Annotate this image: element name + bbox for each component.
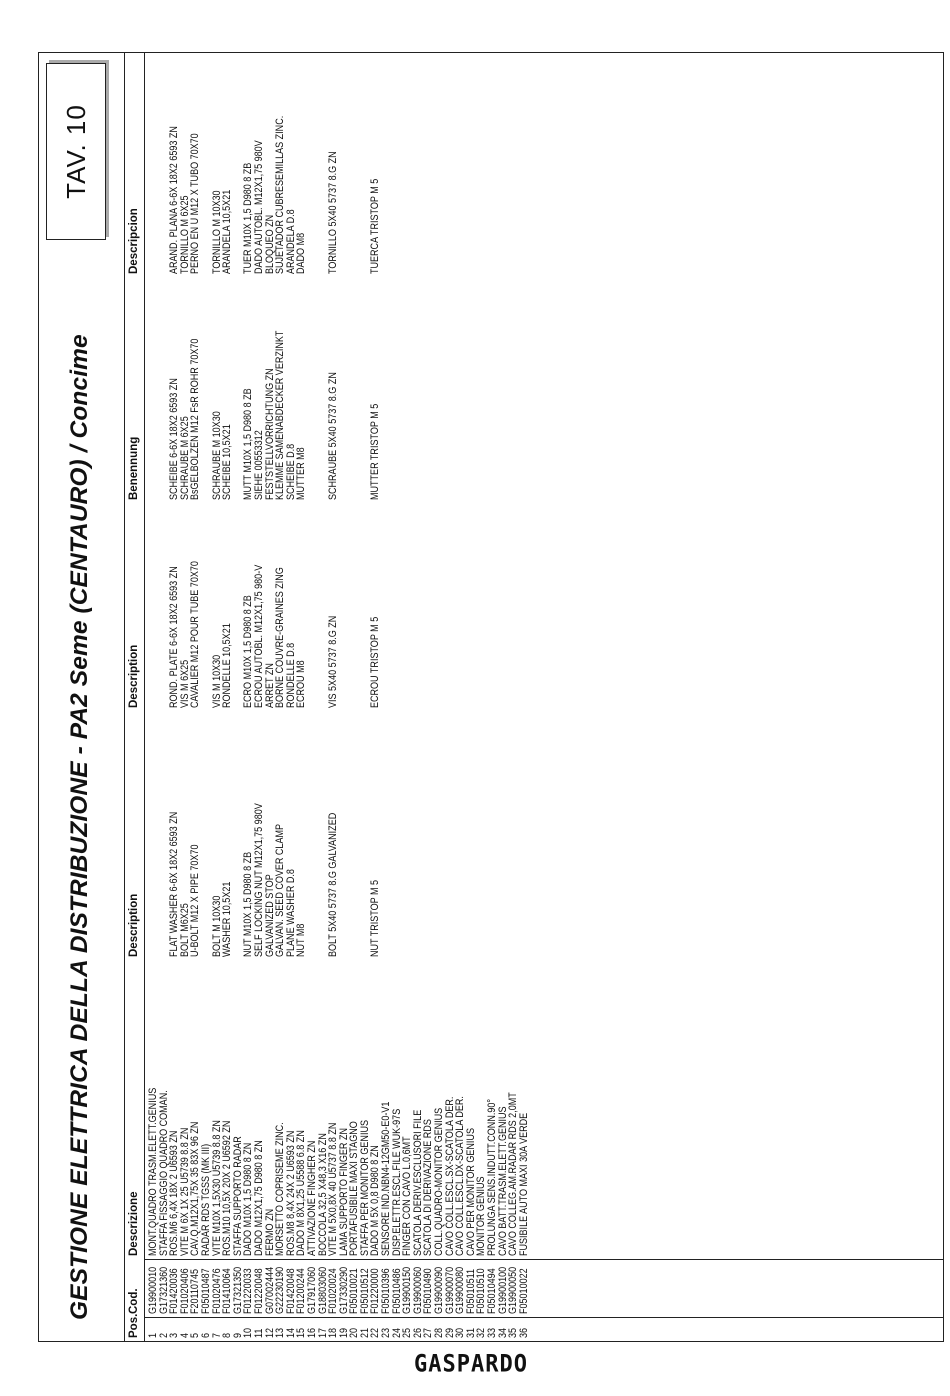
table-cell-pos: 29 [443,1327,456,1338]
table-cell-it: SENSORE IND.NBN4-12GM50-E0-V1 [380,1101,393,1256]
table-cell-cod: G19900060 [411,1266,424,1314]
table-cell-de: MUTT M10X 1,5 D980 8 ZB [242,388,255,500]
table-cell-fr [498,561,509,708]
table-cell-es [148,116,159,274]
table-cell-de [508,331,519,500]
table-cell-en [381,803,392,957]
gaspardo-logo: GASPARDO [414,1350,528,1379]
table-cell-cod: G19900090 [433,1266,446,1314]
table-cell-fr [381,561,392,708]
table-cell-cod: G17321350 [231,1266,244,1314]
table-cell-de [519,331,530,500]
table-cell-it: FUSIBILE AUTO MAXI 30A VERDE [517,1112,530,1256]
header-cod: Cod. [128,1288,140,1314]
table-cell-de: SCHRAUBE M 10X30 [210,411,223,500]
table-cell-cod: G19900010 [147,1266,159,1314]
column-divider [144,1259,944,1260]
table-cell-en: NUT M8 [295,923,308,957]
table-cell-es [466,116,477,274]
table-cell-cod: F01420048 [284,1268,297,1314]
table-cell-it: CAVO COLLEG.AM.RADAR RDS 2,0MT [507,1092,520,1256]
column-benennung [148,331,529,500]
table-cell-de [307,331,318,500]
table-cell-it: STAFFA SUPPORTO RADAR [231,1136,244,1256]
table-cell-pos: 24 [390,1327,403,1338]
table-cell-it: DADO M 8X1,25 U5588 6.8 ZN [295,1130,308,1256]
table-cell-de [498,331,509,500]
table-cell-pos: 30 [454,1327,467,1338]
table-cell-en: BOLT 5X40 5737 8.G GALVANIZED [327,812,340,957]
table-cell-fr: ECRO M10X 1,5 D980 8 ZB [242,595,255,708]
table-cell-de [201,331,212,500]
table-cell-en [423,803,434,957]
table-cell-cod: G19900100 [496,1266,509,1314]
table-cell-en [487,803,498,957]
table-cell-en: NUT M10X 1,5 D980 8 ZB [242,851,255,957]
table-cell-pos: 13 [274,1327,287,1338]
table-cell-fr [339,561,350,708]
table-cell-it: SCATOLA DERIV.ESCLUSORI FILE [411,1109,424,1256]
table-cell-en [392,803,403,957]
table-cell-de: SCHEIBE 10,5X21 [221,424,234,500]
table-cell-it: DISP.ELETTR.ESCL.FILE WUK-97S [390,1108,403,1256]
column-descripcion [148,116,529,274]
table-cell-de: MUTTER TRISTOP M 5 [369,403,382,500]
table-cell-cod: G19900050 [507,1266,520,1314]
parts-table-rotated [38,52,944,1342]
table-cell-es: BLOQUEO ZN [263,214,276,274]
table-cell-es: TORNILLO M 10X30 [210,190,223,274]
table-cell-it: DADO M12X1,75 D980 8 ZN [252,1140,265,1256]
table-cell-pos: 27 [422,1327,435,1338]
table-cell-en: SELF LOCKING NUT M12X1,75 980V [252,803,265,957]
table-cell-fr [519,561,530,708]
table-cell-fr [423,561,434,708]
table-cell-de: MUTTER M8 [295,447,308,500]
table-cell-it: ATTIVAZIONE FINGHER ZN [305,1140,318,1256]
table-cell-pos: 7 [210,1332,223,1338]
table-cell-it: VITE M10X 1,5X30 U5739 8.8 ZN [210,1120,223,1256]
table-cell-cod: F05010021 [348,1268,361,1314]
table-cell-it: MONITOR GENIUS [475,1176,488,1256]
table-cell-en [508,803,519,957]
table-cell-en [339,803,350,957]
table-cell-de [455,331,466,500]
table-cell-pos: 18 [327,1327,340,1338]
table-cell-pos: 15 [295,1327,308,1338]
table-cell-cod: F01220033 [242,1268,255,1314]
table-cell-de [381,331,392,500]
table-cell-cod: F01220048 [252,1268,265,1314]
table-cell-en [466,803,477,957]
table-cell-pos: 8 [221,1332,234,1338]
table-cell-pos: 26 [411,1327,424,1338]
table-cell-it: DADO M10X 1,5 D980 8 ZN [242,1142,255,1256]
table-cell-it: CAVO BATT.TRASM.ELETT.GENIUS [496,1106,509,1256]
table-cell-pos: 5 [189,1332,202,1338]
table-cell-en [201,803,212,957]
table-cell-it: FERMO ZN [263,1208,276,1256]
table-cell-de: BsGELBOLZEN M12 FsR ROHR 70X70 [189,338,202,500]
table-cell-pos: 34 [496,1327,509,1338]
table-cell-fr: RONDELLE 10,5X21 [221,623,234,708]
table-cell-de: SCHEIBE 6-6X 18X2 6593 ZN [168,378,181,500]
table-cell-en [148,803,159,957]
table-cell-de: SIEHE 00553312 [252,430,265,500]
table-cell-it: COLL.QUADRO-MONITOR GENIUS [433,1107,446,1256]
table-cell-fr [434,561,445,708]
table-cell-cod: F01220000 [369,1268,382,1314]
table-cell-en [307,803,318,957]
table-cell-es [455,116,466,274]
table-cell-fr [455,561,466,708]
table-cell-pos: 16 [305,1327,318,1338]
table-cell-cod: F05010490 [422,1268,435,1314]
table-cell-en: NUT TRISTOP M 5 [369,879,382,957]
table-cell-cod: F01410064 [221,1268,234,1314]
table-cell-it: DADO M 5X 0,8 D980 8 ZN [369,1145,382,1256]
header-description-en: Description [128,893,140,957]
table-cell-es [307,116,318,274]
table-cell-cod: G17321360 [157,1266,170,1314]
table-cell-cod: F05010486 [390,1268,403,1314]
table-cell-it: CAVO COLL.ESCL.SX-SCATOLA DER. [443,1096,456,1256]
table-cell-es [402,116,413,274]
table-cell-fr [445,561,456,708]
table-cell-de [392,331,403,500]
header-divider [124,52,125,1342]
table-cell-fr: RONDELLE D.8 [284,642,297,708]
table-cell-pos: 20 [348,1327,361,1338]
table-cell-es [339,116,350,274]
column-cod [148,1267,529,1314]
table-cell-en: WASHER 10,5X21 [221,881,234,957]
table-cell-de [487,331,498,500]
table-cell-cod: F05010022 [517,1268,530,1314]
table-cell-fr: ARRET ZN [263,663,276,708]
table-cell-cod: F05010511 [464,1269,477,1314]
table-cell-de: SCHRAUBE M 6X25 [178,416,191,500]
table-cell-it: VITE M 5X0,8X 40 U5737 8.8 ZN [327,1122,340,1256]
table-cell-it: PROLUNGA SENS.INDUTT.CONN.90° [486,1099,498,1256]
table-cell-cod: G19900070 [443,1266,456,1314]
table-cell-fr [392,561,403,708]
table-cell-pos: 19 [337,1327,350,1338]
table-cell-fr: ECROU M8 [295,660,308,708]
table-cell-pos: 3 [168,1332,181,1338]
header-benennung: Benennung [128,436,140,500]
table-cell-en: GALVANIZED STOP [263,874,276,957]
table-cell-fr [307,561,318,708]
table-cell-it: SCATOLA DI DERIVAZIONE RDS [422,1119,435,1256]
table-cell-es [392,116,403,274]
table-cell-pos: 33 [486,1327,498,1338]
table-cell-it: FINGER CON CAVO L.0,6MT [401,1136,414,1256]
table-cell-en [519,803,530,957]
table-cell-de [413,331,424,500]
table-cell-fr [508,561,519,708]
table-cell-it: ROS.M10 10,5X 20X 2 U6592 ZN [221,1120,234,1256]
table-cell-es [434,116,445,274]
table-cell-cod: F01020476 [210,1268,223,1314]
table-cell-pos: 25 [401,1327,414,1338]
table-cell-it: STAFFA FISSAGGIO QUADRO COMAN. [157,1090,170,1256]
column-description-en [148,803,529,957]
table-cell-es: TORNILLO 5X40 5737 8.G ZN [327,151,340,274]
table-cell-es: TUER M10X 1,5 D980 8 ZB [242,162,255,274]
table-cell-cod: F01420036 [168,1268,181,1314]
table-cell-fr [402,561,413,708]
table-cell-pos: 1 [147,1332,159,1338]
table-cell-de [445,331,456,500]
table-cell-pos: 21 [358,1327,371,1338]
table-cell-es [519,116,530,274]
table-cell-cod: F05010494 [486,1268,498,1314]
table-cell-fr: ECROU AUTOBL. M12X1,75 980-V [252,564,265,708]
table-cell-de [349,331,360,500]
table-cell-es [498,116,509,274]
table-cell-en [349,803,360,957]
table-cell-es [201,116,212,274]
table-cell-cod: F20110745 [189,1269,202,1314]
table-cell-fr [466,561,477,708]
table-cell-es [413,116,424,274]
table-cell-es: DADO AUTOBL. M12X1,75 980V [252,140,265,274]
table-cell-es: SUJETADOR CUBRESEMILLAS ZINC. [274,115,287,274]
table-cell-pos: 31 [464,1327,477,1338]
table-cell-cod: F05010510 [475,1268,488,1314]
table-cell-de [339,331,350,500]
table-cell-es [508,116,519,274]
table-cell-cod: F01020406 [178,1268,191,1314]
table-cell-pos: 35 [507,1327,520,1338]
table-cell-de [148,331,159,500]
table-cell-it: CAV.Q.M12X1,75X 35 83X 96 ZN [189,1121,202,1256]
table-cell-es: PERNO EN U M12 X TUBO 70X70 [189,133,202,274]
table-cell-es [476,116,487,274]
table-cell-fr: VIS M 10X30 [210,654,223,708]
table-cell-pos: 32 [475,1327,488,1338]
table-cell-en: GALVAN. SEED COVER CLAMP [274,823,287,957]
table-cell-pos: 36 [517,1327,530,1338]
header-description-fr: Description [128,644,140,708]
table-cell-cod: F05010487 [199,1268,212,1314]
column-description-fr [148,561,529,708]
table-cell-fr [487,561,498,708]
table-cell-en [402,803,413,957]
column-descrizione [148,1088,529,1256]
table-cell-fr: CAVALIER M12 POUR TUBE 70X70 [189,561,202,708]
table-cell-de [402,331,413,500]
table-cell-en: BOLT M6X25 [178,903,191,957]
plate-number-box: TAV. 10 [46,63,106,240]
table-cell-cod: G22230190 [274,1266,287,1314]
table-cell-en: PLANE WASHER D.8 [284,869,297,957]
table-cell-it: STAFFA PER MONITOR GENIUS [358,1120,371,1256]
table-cell-cod: G07002444 [263,1266,276,1314]
table-cell-es: ARAND. PLANA 6-6X 18X2 6593 ZN [168,126,181,274]
table-cell-en: BOLT M 10X30 [210,895,223,957]
table-cell-fr: VIS M 6X25 [178,659,191,708]
table-cell-en [445,803,456,957]
table-cell-it: CAVO COLL.ESCL.DX-SCATOLA DER. [454,1096,467,1256]
table-cell-de [423,331,434,500]
table-cell-pos: 6 [199,1332,212,1338]
table-cell-cod: F05010512 [358,1268,371,1314]
table-cell-de: SCHEIBE D.8 [284,443,297,500]
table-cell-en: U-BOLT M12 X PIPE 70X70 [189,844,202,957]
table-cell-cod: G19900080 [454,1266,467,1314]
table-cell-es [349,116,360,274]
table-cell-cod: G17917060 [305,1266,318,1314]
table-cell-cod: G18803060 [316,1266,329,1314]
table-cell-pos: 14 [284,1327,297,1338]
table-cell-it: CAVO PER MONITOR GENIUS [464,1128,477,1256]
table-cell-fr [413,561,424,708]
table-cell-fr [148,561,159,708]
table-cell-fr: ECROU TRISTOP M 5 [369,616,382,708]
table-cell-de: KLEMME SAMENABDECKER VERZINKT [274,330,287,500]
table-cell-it: LAMA SUPPORTO FINGER ZN [337,1128,350,1256]
table-cell-cod: F05010396 [380,1268,393,1314]
table-cell-it: PORTAFUSIBILE MAXI STAGNO [348,1121,361,1256]
table-cell-fr: VIS 5X40 5737 8.G ZN [327,615,340,708]
table-cell-de [476,331,487,500]
table-cell-en [476,803,487,957]
table-cell-cod: G19900150 [401,1266,414,1314]
table-cell-es: DADO M8 [295,232,308,274]
table-cell-en [455,803,466,957]
table-cell-es [487,116,498,274]
header-descrizione: Descrizione [128,1191,140,1256]
table-cell-en [434,803,445,957]
table-cell-pos: 23 [380,1327,393,1338]
table-cell-it: RADAR RDS TGSS (MK III) [199,1143,212,1256]
table-cell-it: BOCCOLA 32,5 X48,3 X16 ZN [316,1133,329,1256]
table-cell-pos: 22 [369,1327,382,1338]
table-cell-es: ARANDELA 10,5X21 [221,189,234,274]
table-cell-it: MORSETTO COPRISEME ZINC. [274,1122,287,1256]
table-cell-es: TUERCA TRISTOP M 5 [369,178,382,274]
table-cell-pos: 28 [433,1327,446,1338]
table-cell-it: ROS.M8 8,4X 24X 2 U6593 ZN [284,1130,297,1256]
table-cell-pos: 10 [242,1327,255,1338]
table-cell-it: MONT.QUADRO TRASM.ELETT.GENIUS [147,1087,159,1256]
table-cell-de [434,331,445,500]
table-cell-de: FESTSTELLVORRICHTUNG ZN [263,368,276,500]
table-cell-cod: G17330290 [337,1266,350,1314]
table-cell-es [381,116,392,274]
table-cell-fr [349,561,360,708]
table-cell-cod: F01200244 [295,1268,308,1314]
table-cell-it: ROS.M6 6,4X 18X 2 U6593 ZN [168,1130,181,1256]
table-cell-pos: 4 [178,1332,191,1338]
table-cell-de [466,331,477,500]
table-cell-es [445,116,456,274]
table-cell-es: TORNILLO M 6X25 [178,195,191,274]
table-cell-fr [476,561,487,708]
table-cell-it: VITE M 6X 1X 25 U5739 8.8 ZN [178,1127,191,1256]
table-cell-es: ARANDELA D.8 [284,209,297,274]
table-cell-fr [201,561,212,708]
table-cell-fr: BORNE COUVRE-GRAINES ZING [274,567,287,708]
table-cell-cod: F01020024 [327,1268,340,1314]
column-pos [148,1328,529,1338]
table-cell-pos: 11 [252,1328,265,1338]
table-cell-es [423,116,434,274]
column-divider [144,1317,944,1318]
table-cell-en [498,803,509,957]
table-cell-fr: ROND. PLATE 6-6X 18X2 6593 ZN [168,566,181,708]
table-cell-en [413,803,424,957]
header-pos: Pos. [128,1313,140,1338]
document-title: GESTIONE ELETTRICA DELLA DISTRIBUZIONE - PA2 Seme (CENTAURO) / Concime [66,334,93,1320]
table-cell-pos: 17 [316,1327,329,1338]
table-cell-pos: 2 [157,1332,170,1338]
table-cell-pos: 9 [231,1332,244,1338]
table-cell-en: FLAT WASHER 6-6X 18X2 6593 ZN [168,811,181,957]
table-cell-de: SCHRAUBE 5X40 5737 8.G ZN [327,372,340,500]
header-descripcion: Descripcion [128,208,140,274]
column-header-divider [144,52,145,1342]
table-cell-pos: 12 [263,1327,276,1338]
